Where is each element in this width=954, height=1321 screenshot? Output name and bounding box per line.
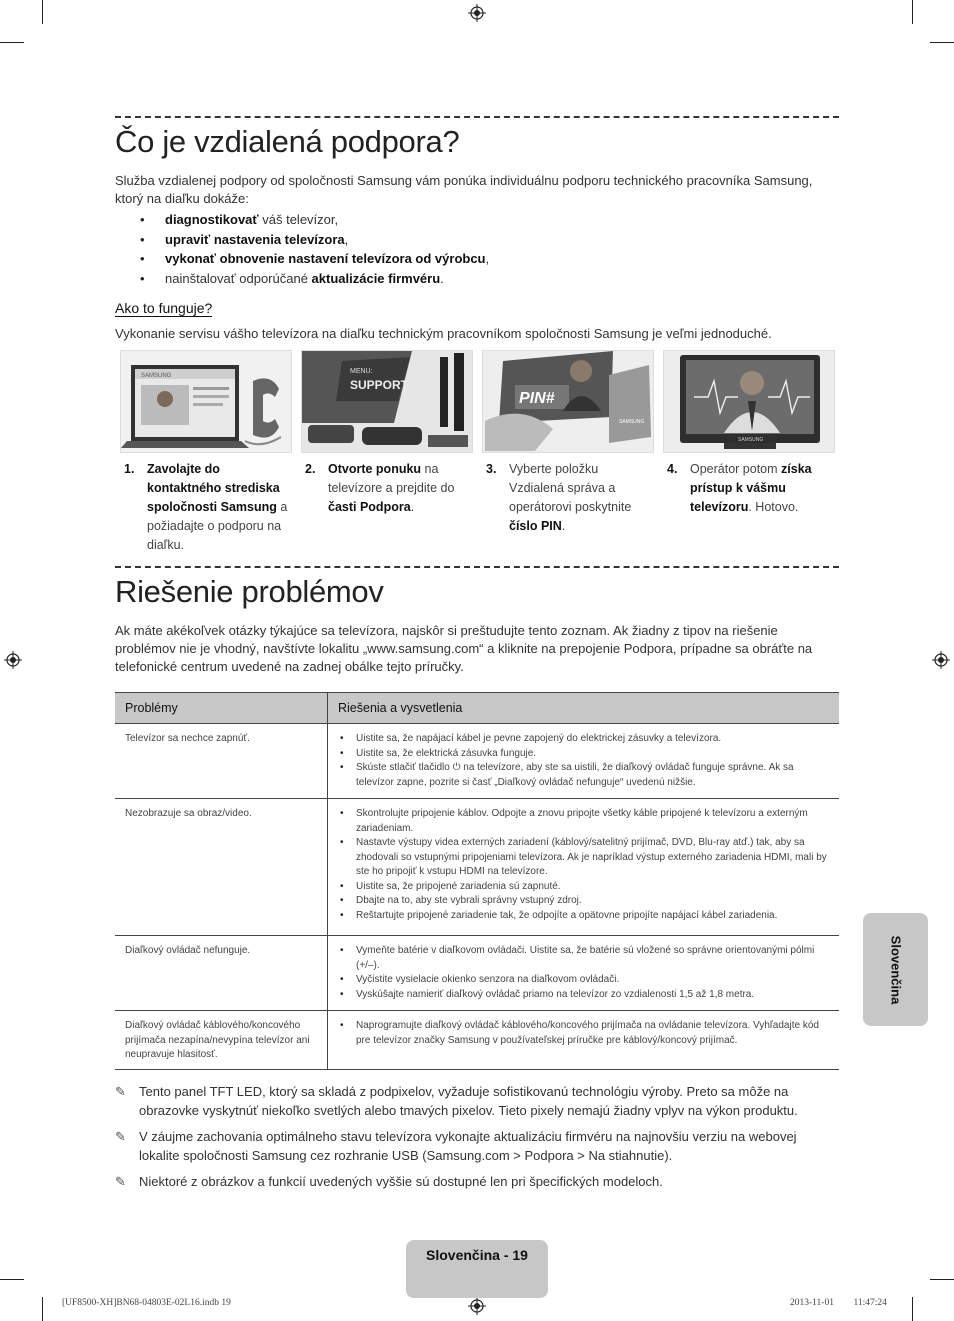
step-image-call-center <box>120 350 292 453</box>
table-row <box>115 799 839 936</box>
table-header-row <box>115 693 839 724</box>
section-title-remote-support: Čo je vzdialená podpora? <box>115 124 460 159</box>
troubleshooting-table <box>115 692 839 1070</box>
pencil-note-icon: ✎ <box>115 1084 126 1099</box>
note-1: ✎ Tento panel TFT LED, ktorý sa skladá z podpixelov, vyžaduje sofistikovanú technológiu výroby. Preto sa môže na obrazovke vyskytnúť niekoľko svetlých alebo tmavých pixelov. Tieto pixely nemajú žiadny vplyv na výkon produktu. <box>115 1084 798 1118</box>
step-2: 2. Otvorte ponuku na televízore a prejdite do časti Podpora. <box>305 462 455 514</box>
crop-mark <box>912 1297 913 1321</box>
crop-mark <box>0 42 24 43</box>
section-divider <box>115 116 839 118</box>
list-item: • nainštalovať odporúčané aktualizácie firmvéru. <box>140 269 489 289</box>
list-item: • Uistite sa, že pripojené zariadenia sú zapnuté. <box>338 880 829 895</box>
list-item: • Vymeňte batérie v diaľkovom ovládači. Uistite sa, že batérie sú vložené so správne orientovanými pólmi (+/–). <box>338 944 829 973</box>
troubleshooting-intro: Ak máte akékoľvek otázky týkajúce sa televízora, najskôr si preštudujte tento zoznam. Ak žiadny z tipov na riešenie problémov nie je vhodný, navštívte lokalitu „www.samsung.com“ a kliknite na prepojenie Podpora, prípadne sa obráťte na telefonické centrum uvedené na zadnej obálke tejto príručky. <box>115 623 813 674</box>
subheading-how-it-works: Ako to funguje? <box>115 300 213 316</box>
language-side-tab: Slovenčina <box>863 913 928 1026</box>
pencil-note-icon: ✎ <box>115 1129 126 1144</box>
section-title-troubleshooting: Riešenie problémov <box>115 574 384 609</box>
table-row <box>115 1011 839 1070</box>
step-3: 3. Vyberte položku Vzdialená správa a operátorovi poskytnite číslo PIN. <box>486 462 632 533</box>
list-item: • vykonať obnovenie nastavení televízora od výrobcu, <box>140 249 489 269</box>
intro-paragraph: Služba vzdialenej podpory od spoločnosti Samsung vám ponúka individuálnu podporu technického pracovníka Samsung, ktorý na diaľku dokáže: <box>115 173 813 206</box>
step-4: 4. Operátor potom získa prístup k vášmu televízoru. Hotovo. <box>667 462 812 514</box>
registration-mark-icon <box>4 651 22 669</box>
print-file-info: [UF8500-XH]BN68-04803E-02L16.indb 19 <box>62 1298 231 1308</box>
svg-text:SAMSUNG: SAMSUNG <box>738 437 764 443</box>
list-item: • Dbajte na to, aby ste vybrali správny vstupný zdroj. <box>338 894 829 909</box>
step-image-support-menu <box>301 350 473 453</box>
crop-mark <box>912 0 913 24</box>
pencil-note-icon: ✎ <box>115 1174 126 1189</box>
column-header-problems: Problémy <box>115 693 328 724</box>
note-3: ✎ Niektoré z obrázkov a funkcií uvedených vyššie sú dostupné len pri špecifických modeloch. <box>115 1174 663 1189</box>
crop-mark <box>930 1279 954 1280</box>
list-item: • Skontrolujte pripojenie káblov. Odpojte a znovu pripojte všetky káble pripojené k televízoru a externým zariadeniam. <box>338 807 829 836</box>
how-it-works-text: Vykonanie servisu vášho televízora na diaľku technickým pracovníkom spoločnosti Samsung je veľmi jednoduché. <box>115 326 772 341</box>
crop-mark <box>0 1279 24 1280</box>
solutions-cell <box>328 724 840 799</box>
solutions-cell <box>328 936 840 1011</box>
print-timestamp: 2013-11-01 ￿￿ 11:47:24 <box>790 1298 887 1308</box>
list-item: • Nastavte výstupy videa externých zariadení (káblový/satelitný prijímač, DVD, Blu-ray atď.) tak, aby sa zhodovali so vstupnými pripojeniami televízora. Ak je napríklad výstup externého zariadenia HDMI, mali by ste ho pripojiť k vstupu HDMI na televízore. <box>338 836 829 880</box>
column-header-solutions: Riešenia a vysvetlenia <box>328 693 840 724</box>
step-image-pin <box>482 350 654 453</box>
list-item: • Skúste stlačiť tlačidlo ⏻ na televízore, aby ste sa uistili, že diaľkový ovládač funguje správne. Ak sa televízor zapne, pozrite si časť „Diaľkový ovládač nefunguje“ uvedenú nižšie. <box>338 761 829 790</box>
svg-text:SAMSUNG: SAMSUNG <box>141 373 172 379</box>
capability-list <box>140 210 489 288</box>
svg-text:PIN#: PIN# <box>519 390 555 407</box>
list-item: • Vyskúšajte namieriť diaľkový ovládač priamo na televízor zo vzdialenosti 1,5 až 1,8 metra. <box>338 988 829 1003</box>
svg-text:SAMSUNG: SAMSUNG <box>619 419 645 425</box>
svg-text:MENU:: MENU: <box>350 368 373 375</box>
svg-text:SUPPORT: SUPPORT <box>350 378 409 392</box>
list-item: • Reštartujte pripojené zariadenie tak, že odpojíte a opätovne pripojíte napájací kábel zariadenia. <box>338 909 829 924</box>
problem-cell: Diaľkový ovládač nefunguje. <box>115 936 328 1011</box>
page-number-label: Slovenčina - 19 <box>406 1240 548 1298</box>
list-item: • Uistite sa, že napájací kábel je pevne zapojený do elektrickej zásuvky a televízora. <box>338 732 829 747</box>
list-item: • upraviť nastavenia televízora, <box>140 230 489 250</box>
table-row <box>115 724 839 799</box>
crop-mark <box>42 1297 43 1321</box>
list-item: • diagnostikovať váš televízor, <box>140 210 489 230</box>
solutions-cell <box>328 1011 840 1070</box>
list-item: • Uistite sa, že elektrická zásuvka funguje. <box>338 747 829 762</box>
note-2: ✎ V záujme zachovania optimálneho stavu televízora vykonajte aktualizáciu firmvéru na najnovšiu verziu na webovej lokalite spoločnosti Samsung cez rozhranie USB (Samsung.com > Podpora > Na stiahnutie). <box>115 1129 797 1163</box>
table-row <box>115 936 839 1011</box>
crop-mark <box>930 42 954 43</box>
section-divider <box>115 566 839 568</box>
problem-cell: Diaľkový ovládač káblového/koncového prijímača nezapína/nevypína televízor ani neupravuje hlasitosť. <box>115 1011 328 1070</box>
registration-mark-icon <box>468 4 486 22</box>
list-item: • Vyčistite vysielacie okienko senzora na diaľkovom ovládači. <box>338 973 829 988</box>
step-1: 1. Zavolajte do kontaktného strediska spoločnosti Samsung a požiadajte o podporu na diaľku. <box>124 462 288 552</box>
registration-mark-icon <box>932 651 950 669</box>
registration-mark-icon <box>468 1297 486 1315</box>
problem-cell: Televízor sa nechce zapnúť. <box>115 724 328 799</box>
list-item: • Naprogramujte diaľkový ovládač káblového/koncového prijímača na ovládanie televízora. Vyhľadajte kód pre televízor značky Samsung v používateľskej príručke pre káblový/koncový prijímač. <box>338 1019 829 1048</box>
solutions-cell <box>328 799 840 936</box>
problem-cell: Nezobrazuje sa obraz/video. <box>115 799 328 936</box>
crop-mark <box>42 0 43 24</box>
step-image-operator <box>663 350 835 453</box>
